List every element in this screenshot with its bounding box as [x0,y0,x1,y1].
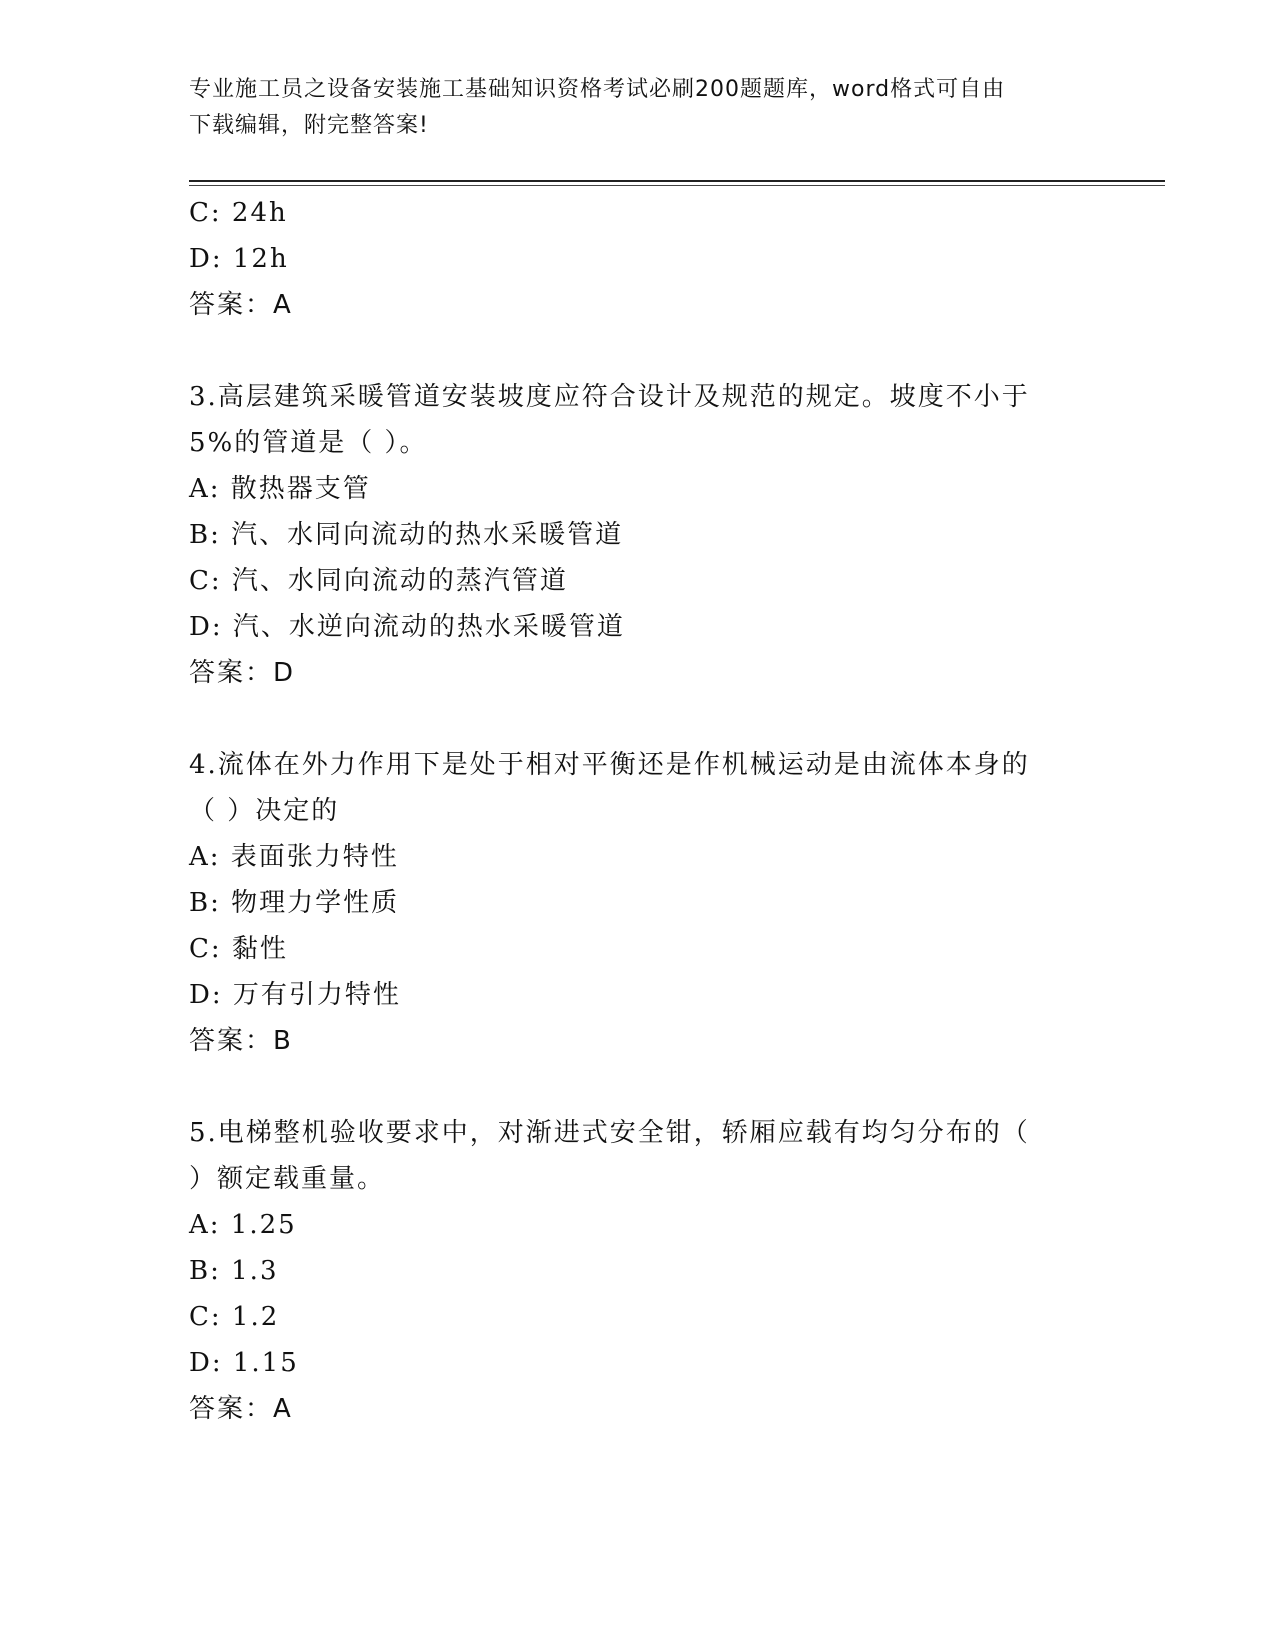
option-a: A: 散热器支管 [189,474,371,504]
option-c: C: 1.2 [189,1302,280,1332]
option-d: D: 万有引力特性 [189,980,401,1010]
option-b: B: 物理力学性质 [189,888,400,918]
option-c: C: 汽、水同向流动的蒸汽管道 [189,566,568,596]
spacer [189,696,1089,742]
spacer [189,1064,1089,1110]
option-d: D: 12h [189,244,289,274]
question-stem: 4.流体在外力作用下是处于相对平衡还是作机械运动是由流体本身的 [189,750,1030,780]
header-line-2: 下载编辑，附完整答案! [189,113,429,138]
document-body [189,190,1089,1432]
document-header [189,72,1089,144]
header-rule-thick [189,180,1165,182]
header-rule-thin [189,185,1165,186]
option-a: A: 1.25 [189,1210,297,1240]
question-3 [189,374,1089,696]
answer-line: 答案：D [189,658,296,688]
question-stem: 5%的管道是（ ）。 [189,428,428,458]
option-d: D: 1.15 [189,1348,299,1378]
question-5 [189,1110,1089,1432]
answer-line: 答案：B [189,1026,293,1056]
spacer [189,328,1089,374]
option-b: B: 汽、水同向流动的热水采暖管道 [189,520,624,550]
option-b: B: 1.3 [189,1256,279,1286]
question-stem: （ ）决定的 [189,796,340,826]
option-c: C: 24h [189,198,288,228]
answer-line: 答案：A [189,1394,293,1424]
question-stem: ）额定载重量。 [189,1164,386,1194]
question-stem: 5.电梯整机验收要求中，对渐进式安全钳，轿厢应载有均匀分布的（ [189,1118,1030,1148]
question-stem: 3.高层建筑采暖管道安装坡度应符合设计及规范的规定。坡度不小于 [189,382,1030,412]
option-a: A: 表面张力特性 [189,842,399,872]
previous-question-tail [189,190,1089,328]
question-4 [189,742,1089,1064]
option-d: D: 汽、水逆向流动的热水采暖管道 [189,612,625,642]
header-line-1: 专业施工员之设备安装施工基础知识资格考试必刷200题题库，word格式可自由 [189,77,1006,102]
answer-line: 答案：A [189,290,293,320]
option-c: C: 黏性 [189,934,288,964]
